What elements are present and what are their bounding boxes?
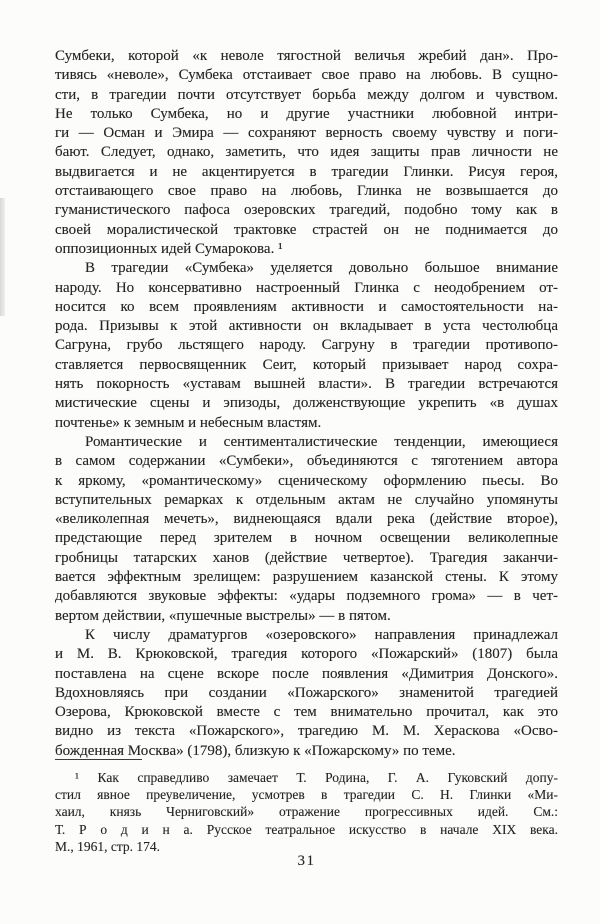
- paragraph: [55, 259, 558, 433]
- body-text-line: к яркому, «романтическому» сценическому оформлению пьесы. Во: [55, 472, 558, 489]
- body-text-line: Озерова, Крюковской вместе с тем внимательно прочитал, как это: [55, 704, 558, 721]
- body-text-line: своей моралистической трактовке страстей он не поднимается до: [55, 221, 558, 238]
- body-text-line: Сагруна, грубо льстящего народу. Сагруну в трагедии противопо-: [55, 337, 558, 354]
- body-text-line: народу. Но консервативно настроенный Глинка с неодобрением от-: [55, 279, 558, 296]
- page-number: 31: [297, 853, 316, 869]
- body-text-line: носится ко всем проявлениям активности и самостоятельности на-: [55, 298, 558, 315]
- body-text-line: ги — Осман и Эмира — сохраняют верность своему чувству и поги-: [55, 125, 558, 142]
- footnote-line: ¹ Как справедливо замечает Т. Родина, Г. А. Гуковский допу-: [75, 770, 558, 785]
- body-text-line: Сумбеки, которой «к неволе тягостной величья жребий дан». Про-: [55, 48, 558, 64]
- body-text-line: вается эффектным зрелищем: разрушением казанской стены. К этому: [55, 569, 558, 586]
- body-text-line: мистические сцены и эпизоды, долженствующие укрепить «в душах: [55, 395, 558, 412]
- body-text-line: Романтические и сентименталистические тенденции, имеющиеся: [85, 433, 558, 450]
- body-text-line: бают. Следует, однако, заметить, что идея защиты прав личности не: [55, 144, 558, 161]
- paragraph: [55, 47, 558, 259]
- body-text-line: видно из текста «Пожарского», трагедию М. М. Хераскова «Осво-: [55, 723, 558, 740]
- footnote-line: стил явное преувеличение, усмотрев в трагедии С. Н. Глинки «Ми-: [55, 787, 558, 803]
- body-text-line: гуманистического пафоса озеровских трагедий, подобно тому как в: [55, 202, 558, 219]
- body-text-line: почтенье» к земным и небесным властям.: [55, 414, 322, 431]
- body-text-line: гробницы татарских ханов (действие четвертое). Трагедия заканчи-: [55, 549, 558, 566]
- body-text-line: божденная Москва» (1798), близкую к «Пожарскому» по теме.: [55, 742, 456, 759]
- body-text-line: вертом действии, «пушечные выстрелы» — в пятом.: [55, 607, 391, 624]
- body-text-line: К числу драматургов «озеровского» направления принадлежал: [85, 626, 558, 643]
- body-text-line: ставляется первосвященник Сеит, который призывает народ сохра-: [55, 356, 558, 373]
- paragraph: [55, 626, 558, 761]
- footnote-line: М., 1961, стр. 174.: [55, 838, 161, 854]
- body-text-line: сти, в трагедии почти отсутствует борьба между долгом и чувством.: [55, 86, 558, 103]
- body-text-line: предстающие перед зрителем в ночном освещении великолепные: [55, 530, 558, 547]
- body-text-line: вступительных ремарках к отдельным актам не случайно упомянуты: [55, 491, 558, 508]
- footnote: [55, 769, 558, 855]
- body-text-line: Не только Сумбека, но и другие участники любовной интри-: [55, 105, 558, 122]
- body-text-line: рода. Призывы к этой активности он вкладывает в уста честолюбца: [55, 318, 558, 335]
- body-text-line: тивясь «неволе», Сумбека отстаивает свое право на любовь. В сущно-: [55, 67, 558, 84]
- body-text-line: отстаивающего свое право на любовь, Глинка не возвышается до: [55, 183, 558, 200]
- footnote-line: Т. Р о д и н а. Русское театральное искусство в начале XIX века.: [55, 821, 558, 837]
- body-text-line: и М. В. Крюковской, трагедия которого «Пожарский» (1807) была: [55, 646, 558, 663]
- body-text-line: Вдохновляясь при создании «Пожарского» знаменитой трагедией: [55, 684, 558, 701]
- paragraph: [55, 433, 558, 626]
- body-text-line: добавляются звуковые эффекты: «удары подземного грома» — в чет-: [55, 588, 558, 605]
- body-text-line: В трагедии «Сумбека» уделяется довольно большое внимание: [85, 260, 558, 277]
- scan-artifact: [0, 198, 5, 316]
- footnote-separator: [55, 759, 142, 760]
- body-text-line: поставлена на сцене вскоре после появления «Димитрия Донского».: [55, 665, 558, 682]
- body-text-line: «великолепная мечеть», виднеющаяся вдали река (действие второе),: [55, 511, 558, 528]
- body-text-line: нять покорность «уставам вышней власти». В трагедии встречаются: [55, 376, 558, 393]
- body-text-line: оппозиционных идей Сумарокова. ¹: [55, 240, 283, 257]
- body-text-line: в самом содержании «Сумбеки», объединяются с тяготением автора: [55, 453, 558, 470]
- body-text-line: выдвигается и не акцентируется в трагедии Глинки. Рисуя героя,: [55, 163, 558, 180]
- body-text: [55, 47, 558, 761]
- footnote-line: хаил, князь Черниговский» отражение прогрессивных идей. См.:: [55, 804, 558, 820]
